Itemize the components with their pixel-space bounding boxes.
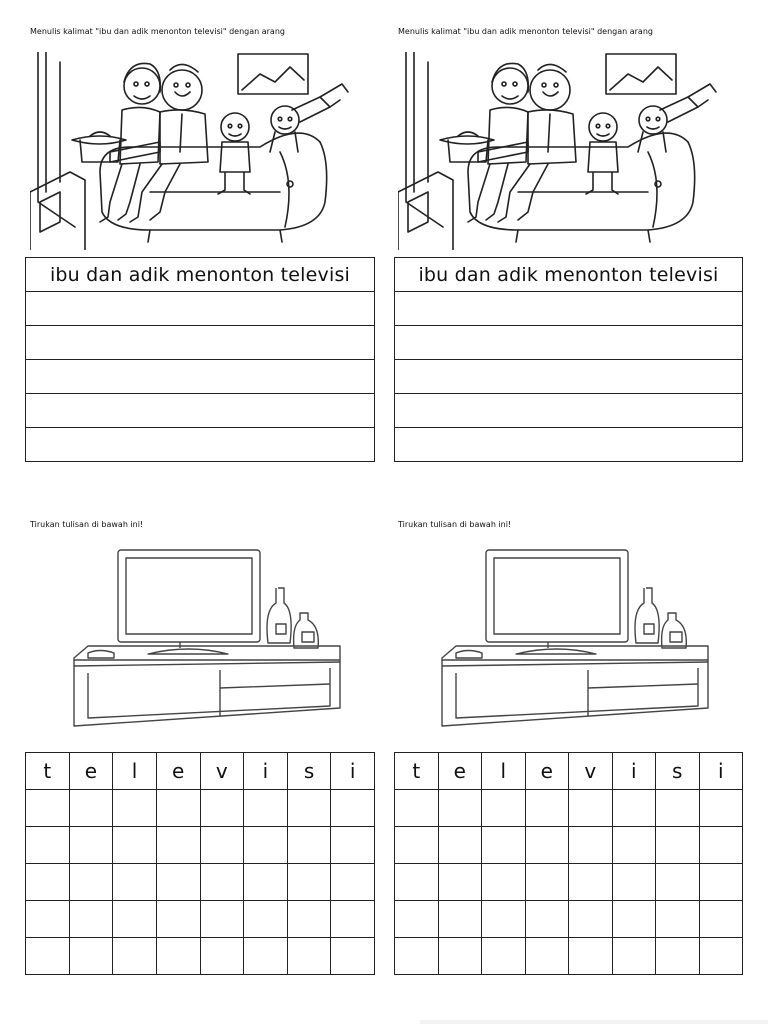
blank-cell[interactable] bbox=[482, 790, 526, 827]
blank-cell[interactable] bbox=[699, 827, 743, 864]
instruction-text: Menulis kalimat "ibu dan adik menonton televisi" dengan arang bbox=[398, 27, 653, 36]
blank-cell[interactable] bbox=[331, 901, 375, 938]
blank-letter-row bbox=[395, 827, 743, 864]
blank-writing-row[interactable] bbox=[395, 428, 743, 462]
blank-writing-row[interactable] bbox=[395, 326, 743, 360]
blank-cell[interactable] bbox=[69, 901, 113, 938]
blank-cell[interactable] bbox=[156, 938, 200, 975]
blank-cell[interactable] bbox=[395, 864, 439, 901]
blank-cell[interactable] bbox=[438, 938, 482, 975]
blank-cell[interactable] bbox=[287, 864, 331, 901]
letter-cell: t bbox=[395, 753, 439, 790]
blank-writing-row[interactable] bbox=[26, 326, 375, 360]
blank-cell[interactable] bbox=[69, 790, 113, 827]
letter-cell: e bbox=[525, 753, 569, 790]
letter-copy-grid bbox=[25, 752, 375, 975]
letter-row bbox=[26, 753, 375, 790]
blank-cell[interactable] bbox=[569, 790, 613, 827]
letter-cell: v bbox=[200, 753, 244, 790]
family-watching-tv-illustration bbox=[30, 52, 360, 250]
blank-cell[interactable] bbox=[26, 827, 70, 864]
blank-letter-row bbox=[395, 901, 743, 938]
blank-cell[interactable] bbox=[200, 864, 244, 901]
copy-instruction-text: Tirukan tulisan di bawah ini! bbox=[398, 520, 512, 529]
blank-cell[interactable] bbox=[244, 901, 288, 938]
letter-cell: l bbox=[113, 753, 157, 790]
blank-cell[interactable] bbox=[156, 864, 200, 901]
blank-cell[interactable] bbox=[113, 864, 157, 901]
blank-letter-row bbox=[26, 901, 375, 938]
blank-cell[interactable] bbox=[156, 790, 200, 827]
blank-cell[interactable] bbox=[395, 938, 439, 975]
blank-cell[interactable] bbox=[525, 864, 569, 901]
letter-cell: l bbox=[482, 753, 526, 790]
letter-cell: i bbox=[331, 753, 375, 790]
letter-row bbox=[395, 753, 743, 790]
blank-cell[interactable] bbox=[331, 827, 375, 864]
blank-cell[interactable] bbox=[26, 938, 70, 975]
blank-cell[interactable] bbox=[612, 827, 656, 864]
blank-letter-row bbox=[395, 790, 743, 827]
sentence-writing-table bbox=[25, 257, 375, 462]
blank-cell[interactable] bbox=[244, 938, 288, 975]
blank-cell[interactable] bbox=[26, 864, 70, 901]
blank-cell[interactable] bbox=[656, 827, 700, 864]
page-edge-strip bbox=[420, 1020, 768, 1024]
blank-cell[interactable] bbox=[395, 790, 439, 827]
blank-cell[interactable] bbox=[438, 864, 482, 901]
blank-cell[interactable] bbox=[569, 864, 613, 901]
blank-cell[interactable] bbox=[287, 827, 331, 864]
blank-cell[interactable] bbox=[331, 864, 375, 901]
blank-cell[interactable] bbox=[525, 938, 569, 975]
tv-cabinet-illustration bbox=[68, 548, 348, 733]
blank-writing-row[interactable] bbox=[26, 428, 375, 462]
blank-cell[interactable] bbox=[482, 827, 526, 864]
blank-cell[interactable] bbox=[612, 938, 656, 975]
blank-cell[interactable] bbox=[569, 938, 613, 975]
blank-cell[interactable] bbox=[699, 790, 743, 827]
blank-letter-row bbox=[26, 938, 375, 975]
blank-cell[interactable] bbox=[656, 790, 700, 827]
blank-cell[interactable] bbox=[26, 901, 70, 938]
letter-cell: e bbox=[156, 753, 200, 790]
blank-letter-row bbox=[26, 790, 375, 827]
blank-cell[interactable] bbox=[656, 938, 700, 975]
blank-cell[interactable] bbox=[395, 827, 439, 864]
instruction-text: Menulis kalimat "ibu dan adik menonton televisi" dengan arang bbox=[30, 27, 285, 36]
sentence-header-cell: ibu dan adik menonton televisi bbox=[395, 258, 743, 292]
letter-cell: i bbox=[612, 753, 656, 790]
blank-letter-row bbox=[395, 938, 743, 975]
blank-cell[interactable] bbox=[482, 864, 526, 901]
blank-cell[interactable] bbox=[200, 790, 244, 827]
sentence-writing-table bbox=[394, 257, 743, 462]
blank-writing-row[interactable] bbox=[26, 394, 375, 428]
blank-cell[interactable] bbox=[287, 938, 331, 975]
blank-cell[interactable] bbox=[113, 938, 157, 975]
blank-cell[interactable] bbox=[200, 901, 244, 938]
blank-cell[interactable] bbox=[699, 901, 743, 938]
blank-cell[interactable] bbox=[395, 901, 439, 938]
blank-writing-row[interactable] bbox=[395, 292, 743, 326]
family-watching-tv-illustration bbox=[398, 52, 728, 250]
blank-cell[interactable] bbox=[612, 790, 656, 827]
blank-writing-row[interactable] bbox=[26, 292, 375, 326]
blank-cell[interactable] bbox=[200, 938, 244, 975]
letter-cell: s bbox=[656, 753, 700, 790]
blank-cell[interactable] bbox=[331, 790, 375, 827]
letter-cell: v bbox=[569, 753, 613, 790]
letter-cell: t bbox=[26, 753, 70, 790]
blank-cell[interactable] bbox=[156, 827, 200, 864]
blank-cell[interactable] bbox=[331, 938, 375, 975]
blank-cell[interactable] bbox=[525, 827, 569, 864]
letter-cell: i bbox=[244, 753, 288, 790]
blank-cell[interactable] bbox=[482, 938, 526, 975]
blank-cell[interactable] bbox=[699, 938, 743, 975]
blank-cell[interactable] bbox=[244, 827, 288, 864]
sentence-header-cell: ibu dan adik menonton televisi bbox=[26, 258, 375, 292]
blank-cell[interactable] bbox=[244, 790, 288, 827]
blank-writing-row[interactable] bbox=[26, 360, 375, 394]
blank-cell[interactable] bbox=[699, 864, 743, 901]
blank-cell[interactable] bbox=[482, 901, 526, 938]
blank-cell[interactable] bbox=[113, 901, 157, 938]
blank-cell[interactable] bbox=[438, 790, 482, 827]
blank-cell[interactable] bbox=[612, 901, 656, 938]
letter-cell: i bbox=[699, 753, 743, 790]
blank-cell[interactable] bbox=[525, 901, 569, 938]
blank-cell[interactable] bbox=[525, 790, 569, 827]
blank-letter-row bbox=[26, 827, 375, 864]
copy-instruction-text: Tirukan tulisan di bawah ini! bbox=[30, 520, 144, 529]
blank-cell[interactable] bbox=[656, 901, 700, 938]
letter-cell: e bbox=[438, 753, 482, 790]
blank-cell[interactable] bbox=[438, 827, 482, 864]
blank-writing-row[interactable] bbox=[395, 394, 743, 428]
blank-cell[interactable] bbox=[569, 901, 613, 938]
letter-cell: s bbox=[287, 753, 331, 790]
blank-writing-row[interactable] bbox=[395, 360, 743, 394]
blank-cell[interactable] bbox=[69, 827, 113, 864]
blank-cell[interactable] bbox=[113, 827, 157, 864]
blank-cell[interactable] bbox=[612, 864, 656, 901]
blank-cell[interactable] bbox=[438, 901, 482, 938]
tv-cabinet-illustration bbox=[436, 548, 716, 733]
blank-cell[interactable] bbox=[200, 827, 244, 864]
letter-cell: e bbox=[69, 753, 113, 790]
blank-cell[interactable] bbox=[244, 864, 288, 901]
blank-letter-row bbox=[395, 864, 743, 901]
blank-cell[interactable] bbox=[69, 938, 113, 975]
blank-cell[interactable] bbox=[656, 864, 700, 901]
blank-cell[interactable] bbox=[69, 864, 113, 901]
blank-cell[interactable] bbox=[287, 790, 331, 827]
blank-cell[interactable] bbox=[156, 901, 200, 938]
blank-letter-row bbox=[26, 864, 375, 901]
blank-cell[interactable] bbox=[26, 790, 70, 827]
letter-copy-grid bbox=[394, 752, 743, 975]
blank-cell[interactable] bbox=[287, 901, 331, 938]
blank-cell[interactable] bbox=[569, 827, 613, 864]
blank-cell[interactable] bbox=[113, 790, 157, 827]
